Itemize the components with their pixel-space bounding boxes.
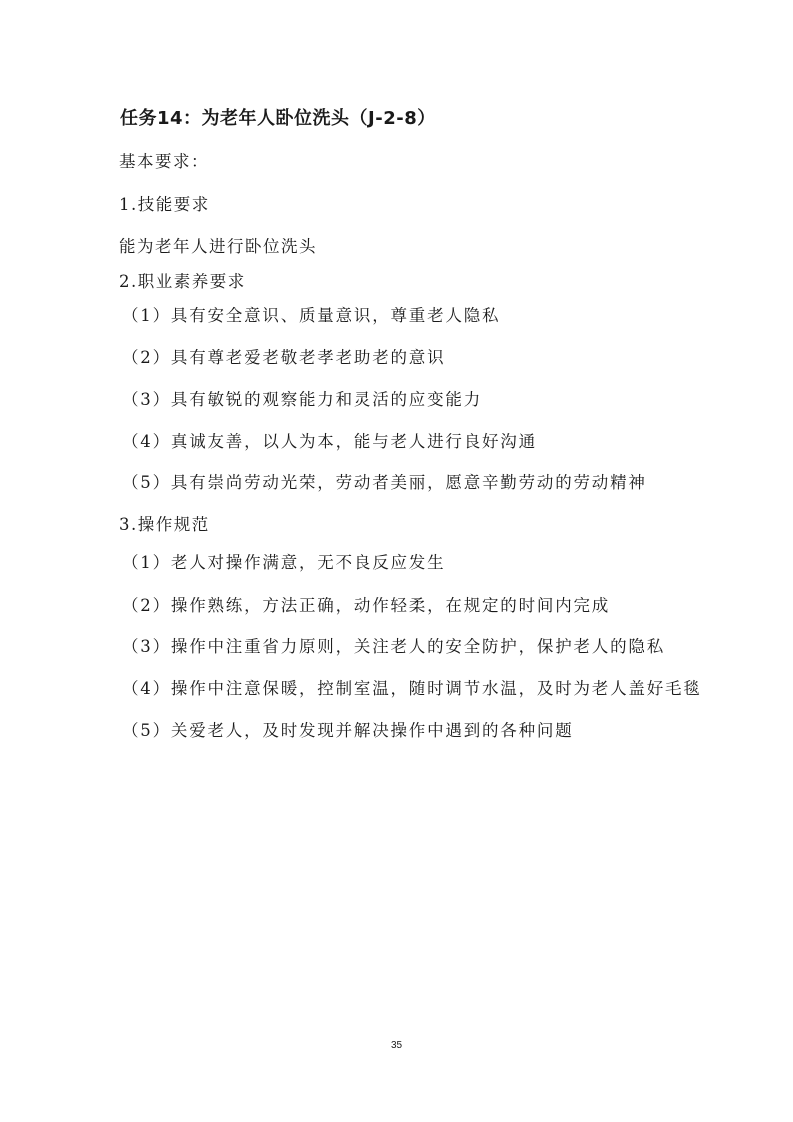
professional-quality-heading: 2.职业素养要求	[119, 272, 246, 291]
professional-quality-item: （1）具有安全意识、质量意识，尊重老人隐私	[122, 306, 501, 325]
skill-requirements-heading: 1.技能要求	[119, 195, 210, 214]
operation-standards-item: （1）老人对操作满意，无不良反应发生	[122, 553, 446, 572]
operation-standards-item: （5）关爱老人，及时发现并解决操作中遇到的各种问题	[122, 721, 574, 740]
professional-quality-item: （3）具有敏锐的观察能力和灵活的应变能力	[122, 390, 482, 409]
page-number: 35	[390, 1040, 403, 1051]
task-title: 任务14：为老年人卧位洗头（J-2-8）	[120, 108, 436, 129]
operation-standards-item: （2）操作熟练，方法正确，动作轻柔，在规定的时间内完成	[122, 596, 611, 615]
operation-standards-item: （4）操作中注意保暖，控制室温，随时调节水温，及时为老人盖好毛毯	[122, 679, 702, 698]
operation-standards-item: （3）操作中注重省力原则，关注老人的安全防护，保护老人的隐私	[122, 637, 665, 656]
basic-requirements-label: 基本要求：	[119, 152, 209, 171]
professional-quality-item: （5）具有崇尚劳动光荣，劳动者美丽，愿意辛勤劳动的劳动精神	[122, 473, 647, 492]
operation-standards-heading: 3.操作规范	[119, 515, 210, 534]
professional-quality-item: （4）真诚友善，以人为本，能与老人进行良好沟通	[122, 432, 537, 451]
skill-requirements-text: 能为老年人进行卧位洗头	[119, 237, 317, 256]
professional-quality-item: （2）具有尊老爱老敬老孝老助老的意识	[122, 348, 446, 367]
